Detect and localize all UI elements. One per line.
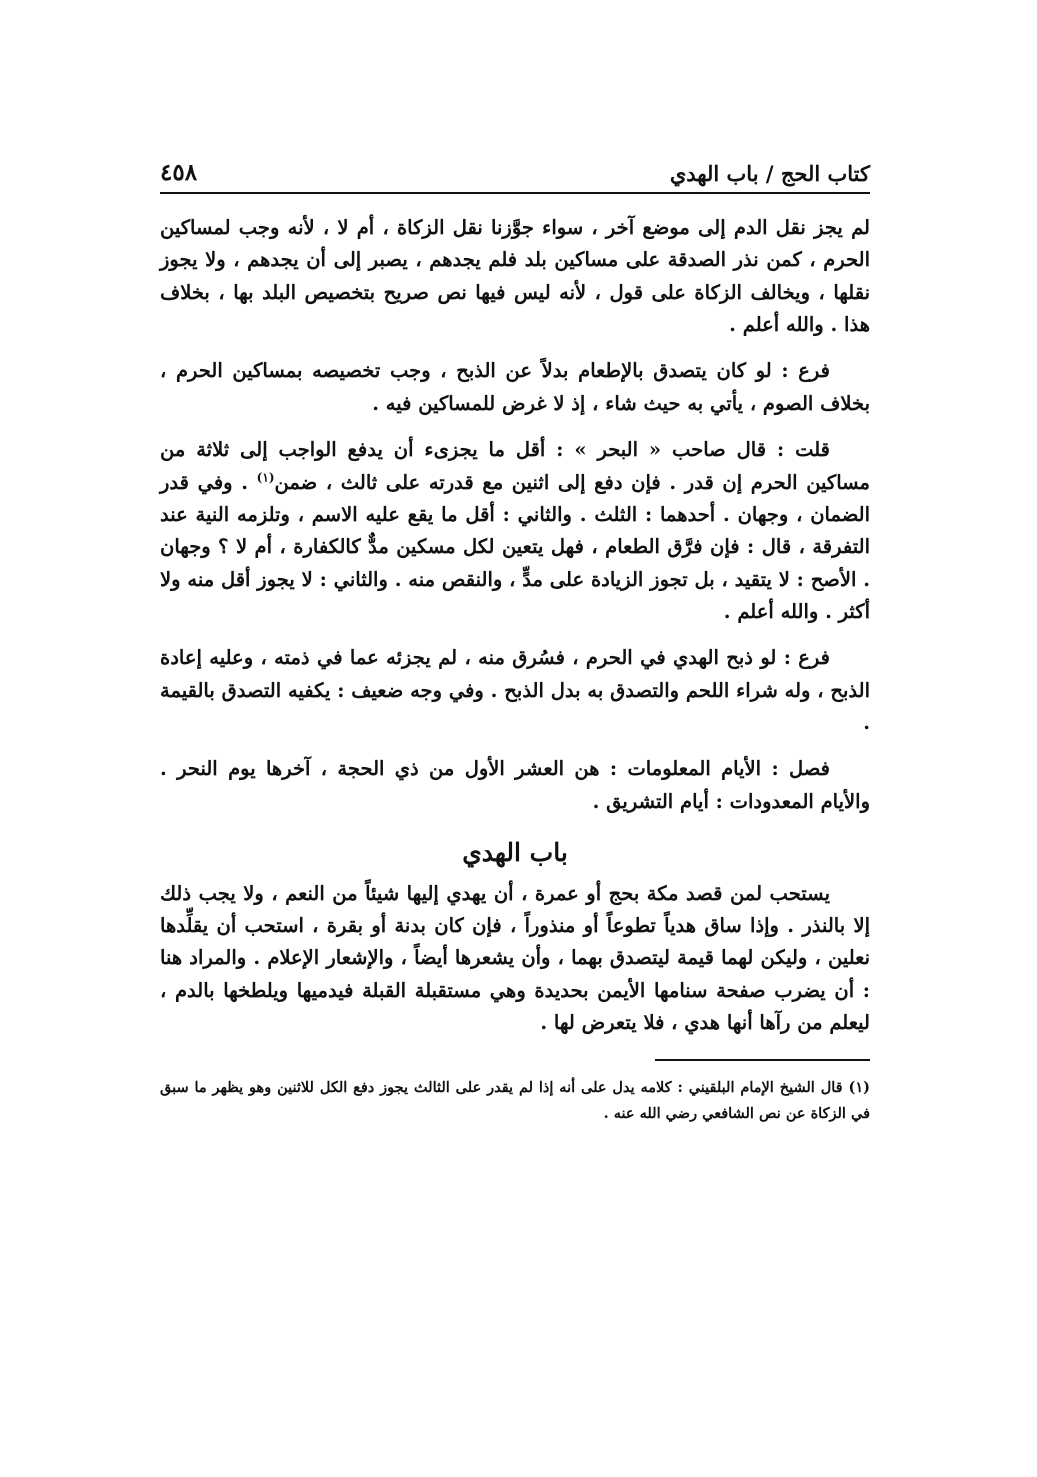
paragraph-text: قلت : قال صاحب « البحر » : أقل ما يجزىء أن يدفع الواجب إلى ثلاثة من مساكين الحرم إن قدر . فإن دفع إلى اثنين مع قدرته على ثالث ، ضمن	[160, 438, 870, 494]
footnote-marker: (١)	[256, 470, 275, 485]
paragraph-5	[160, 753, 870, 818]
paragraph-text: يستحب لمن قصد مكة بحج أو عمرة ، أن يهدي إليها شيئاً من النعم ، ولا يجب ذلك إلا بالنذر . وإذا ساق هدياً تطوعاً أو منذوراً ، فإن كان بدنة أو بقرة ، استحب أن يقلِّدها نعلين ، وليكن لهما قيمة ليتصدق بهما ، وأن يشعرها أيضاً ، والإشعار الإعلام . والمراد هنا : أن يضرب صفحة سنامها الأيمن بحديدة وهي مستقبلة القبلة فيدميها ويلطخها بالدم ، ليعلم من رآها أنها هدي ، فلا يتعرض لها .	[160, 881, 870, 1035]
paragraph-text: . وفي قدر الضمان ، وجهان . أحدهما : الثلث . والثاني : أقل ما يقع عليه الاسم ، وتلزمه النية عند التفرقة ، قال : فإن فرَّق الطعام ، فهل يتعين لكل مسكين مدٌّ كالكفارة ، أم لا ؟ وجهان . الأصح : لا يتقيد ، بل تجوز الزيادة على مدٍّ ، والنقص منه . والثاني : لا يجوز أقل منه ولا أكثر . والله أعلم .	[160, 470, 870, 623]
chapter-heading: باب الهدي	[462, 838, 568, 868]
footnote-divider	[655, 1059, 870, 1061]
paragraph-4	[160, 642, 870, 739]
paragraph-3	[160, 434, 870, 628]
paragraph-text: لو ذبح الهدي في الحرم ، فسُرق منه ، لم يجزئه عما في ذمته ، وعليه إعادة الذبح ، وله شراء اللحم والتصدق به بدل الذبح . وفي وجه ضعيف : يكفيه التصدق بالقيمة .	[160, 646, 870, 735]
paragraph-1	[160, 212, 870, 341]
paragraph-lead-fasl: فصل :	[771, 757, 830, 781]
paragraph-text: الأيام المعلومات : هن العشر الأول من ذي الحجة ، آخرها يوم النحر . والأيام المعدودات : أيام التشريق .	[160, 757, 870, 813]
paragraph-6	[160, 878, 870, 1040]
paragraph-lead-far: فرع :	[781, 359, 830, 383]
page-header	[160, 140, 870, 194]
paragraph-text: لم يجز نقل الدم إلى موضع آخر ، سواء جوَّزنا نقل الزكاة ، أم لا ، لأنه وجب لمساكين الحرم ، كمن نذر الصدقة على مساكين بلد فلم يجدهم ، يصبر إلى أن يجدهم ، ولا يجوز نقلها ، ويخالف الزكاة على قول ، لأنه ليس فيها نص صريح بتخصيص البلد بها ، بخلاف هذا . والله أعلم .	[160, 216, 870, 337]
running-title: كتاب الحج / باب الهدي	[669, 161, 870, 186]
footnote: (١) قال الشيخ الإمام البلقيني : كلامه يدل على أنه إذا لم يقدر على الثالث يجوز دفع الكل للاثنين وهو يظهر ما سبق في الزكاة عن نص الشافعي رضي الله عنه .	[160, 1079, 870, 1122]
paragraph-lead-far: فرع :	[783, 646, 831, 670]
book-page	[160, 140, 870, 1126]
paragraph-2	[160, 355, 870, 420]
paragraph-text: لو كان يتصدق بالإطعام بدلاً عن الذبح ، وجب تخصيصه بمساكين الحرم ، بخلاف الصوم ، يأتي به حيث شاء ، إذ لا غرض للمساكين فيه .	[160, 359, 870, 415]
main-text	[160, 212, 870, 1039]
page-number: ٤٥٨	[160, 159, 198, 186]
